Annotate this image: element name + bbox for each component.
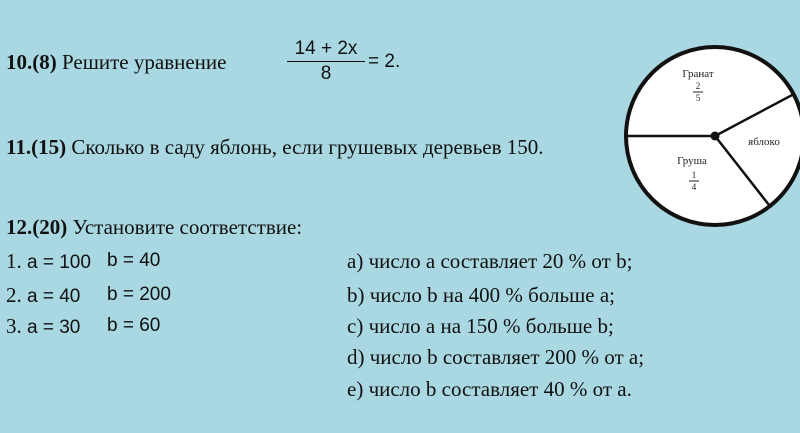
pair-b: b = 200 — [107, 284, 171, 305]
fraction-numerator: 14 + 2x — [294, 38, 358, 59]
task10-fraction — [287, 38, 365, 85]
pair-a: a = 100 — [27, 252, 91, 273]
task12-line — [6, 215, 302, 240]
task10-line — [6, 50, 226, 75]
task10-rhs: = 2. — [368, 51, 401, 72]
pie-center-dot — [711, 132, 720, 141]
task11-line — [6, 135, 544, 160]
pie-frac-granat-den: 5 — [695, 93, 701, 103]
pair-index: 3. — [6, 314, 22, 338]
task11-text: Сколько в саду яблонь, если грушевых деревьев 150. — [71, 135, 544, 159]
task12-text: Установите соответствие: — [72, 215, 303, 239]
pie-label-granat: Гранат — [682, 68, 714, 80]
option-item: e) число b составляет 40 % от а. — [347, 377, 632, 401]
fraction-denominator: 8 — [320, 63, 332, 84]
pair-row — [6, 283, 80, 308]
pie-frac-pear-num: 1 — [691, 170, 697, 180]
pie-diagram — [620, 44, 800, 240]
task12-number: 12.(20) — [6, 215, 68, 239]
pie-label-pear: Груша — [677, 155, 707, 167]
task10-text: Решите уравнение — [62, 50, 227, 74]
pair-index: 1. — [6, 249, 22, 273]
task10-number: 10.(8) — [6, 50, 57, 74]
pie-label-apple: яблоко — [748, 136, 780, 148]
pair-row — [6, 314, 80, 339]
fraction-bar — [287, 61, 365, 62]
pie-frac-pear-den: 4 — [691, 182, 697, 192]
option-item: b) число b на 400 % больше а; — [347, 283, 616, 307]
task11-number: 11.(15) — [6, 135, 67, 159]
option-item: c) число а на 150 % больше b; — [347, 314, 614, 338]
option-item: a) число а составляет 20 % от b; — [347, 249, 633, 273]
pair-b: b = 40 — [107, 250, 161, 271]
pair-a: a = 40 — [27, 286, 81, 307]
pair-a: a = 30 — [27, 317, 81, 338]
pair-row — [6, 249, 91, 274]
pair-b: b = 60 — [107, 315, 161, 336]
pair-index: 2. — [6, 283, 22, 307]
option-item: d) число b составляет 200 % от а; — [347, 345, 645, 369]
pie-frac-granat-num: 2 — [695, 81, 701, 91]
